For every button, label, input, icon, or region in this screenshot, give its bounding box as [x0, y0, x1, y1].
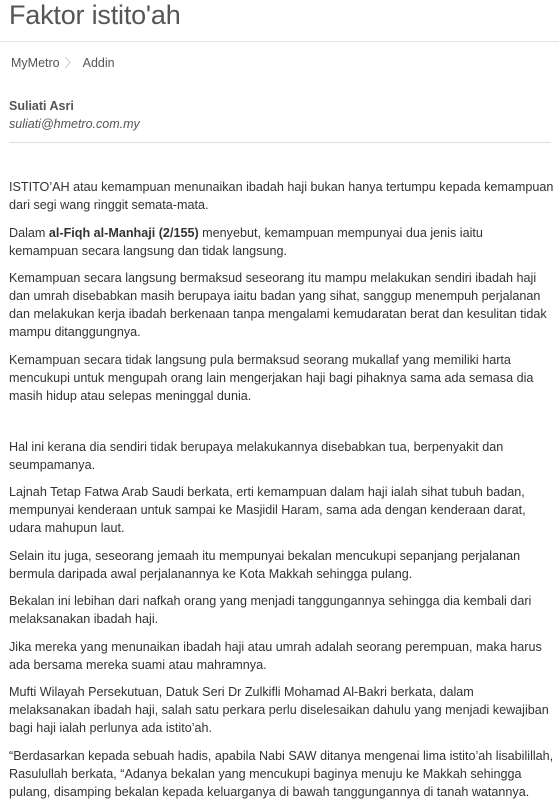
author-email: suliati@hmetro.com.my: [9, 117, 140, 131]
article-paragraph: Bekalan ini lebihan dari nafkah orang yang menjadi tanggungannya sehingga dia kembali dari melaksanakan ibadah haji.: [9, 594, 532, 626]
author-divider: [9, 142, 551, 143]
article-paragraph: Selain itu juga, seseorang jemaah itu mempunyai bekalan mencukupi sepanjang perjalanan bermula daripada awal perjalanannya ke Kota Makkah sehingga pulang.: [9, 548, 521, 581]
author-name: Suliati Asri: [9, 99, 74, 113]
breadcrumb-link-mymetro[interactable]: MyMetro: [11, 55, 60, 70]
page-title: Faktor istito'ah: [9, 0, 181, 30]
article-paragraph: Kemampuan secara langsung bermaksud seseorang itu mampu melakukan sendiri ibadah haji dan umrah disebabkan masih berupaya iaitu badan yang sihat, sanggup menempuh perjalanan dan melakukan kerja ibadah berkenaan tanpa mengalami kemudaratan berat dan kesulitan tidak mampu ditanggungnya.: [9, 271, 547, 339]
chevron-right-icon: 〉: [64, 56, 77, 70]
breadcrumb-link-addin[interactable]: Addin: [82, 55, 115, 70]
book-reference: al-Fiqh al-Manhaji (2/155): [48, 225, 199, 240]
article-paragraph: [9, 224, 554, 260]
article-paragraph: Jika mereka yang menunaikan ibadah haji atau umrah adalah seorang perempuan, maka harus ada bersama mereka suami atau mahramnya.: [9, 639, 542, 672]
article-paragraph: “Berdasarkan kepada sebuah hadis, apabila Nabi SAW ditanya mengenai lima istito’ah lisabilillah, Rasulullah berkata, “Adanya bekalan yang mencukupi baginya menuju ke Makkah sehingga pulang, disamping bekalan kepada keluarganya di bawah tanggungannya di tanah watannya.: [9, 748, 554, 799]
paragraph-text: menyebut, kemampuan mempunyai dua jenis iaitu kemampuan secara langsung dan tidak langsung.: [9, 225, 483, 258]
title-divider: [0, 41, 559, 42]
article-paragraph: Mufti Wilayah Persekutuan, Datuk Seri Dr Zulkifli Mohamad Al-Bakri berkata, dalam melaksanakan ibadah haji, salah satu perkara perlu diselesaikan dahulu yang menjadi kewajiban bagi haji ialah perlunya ada istito’ah.: [9, 685, 549, 735]
article-paragraph: Kemampuan secara tidak langsung pula bermaksud seorang mukallaf yang memiliki harta mencukupi untuk mengupah orang lain mengerjakan haji bagi pihaknya sama ada semasa dia masih hidup atau selepas meninggal dunia.: [9, 352, 534, 403]
article-paragraph: Hal ini kerana dia sendiri tidak berupaya melakukannya disebabkan tua, berpenyakit dan seumpamanya.: [9, 439, 504, 472]
paragraph-text: Dalam: [9, 225, 49, 240]
article-body: [9, 178, 554, 810]
article-paragraph: Lajnah Tetap Fatwa Arab Saudi berkata, erti kemampuan dalam haji ialah sihat tubuh badan, mempunyai kenderaan untuk sampai ke Masjidil Haram, sama ada dengan kenderaan darat, udara mahupun laut.: [9, 485, 526, 535]
article-paragraph: ISTITO’AH atau kemampuan menunaikan ibadah haji bukan hanya tertumpu kepada kemampuan dari segi wang ringgit semata-mata.: [9, 180, 554, 212]
breadcrumb: [11, 54, 115, 71]
